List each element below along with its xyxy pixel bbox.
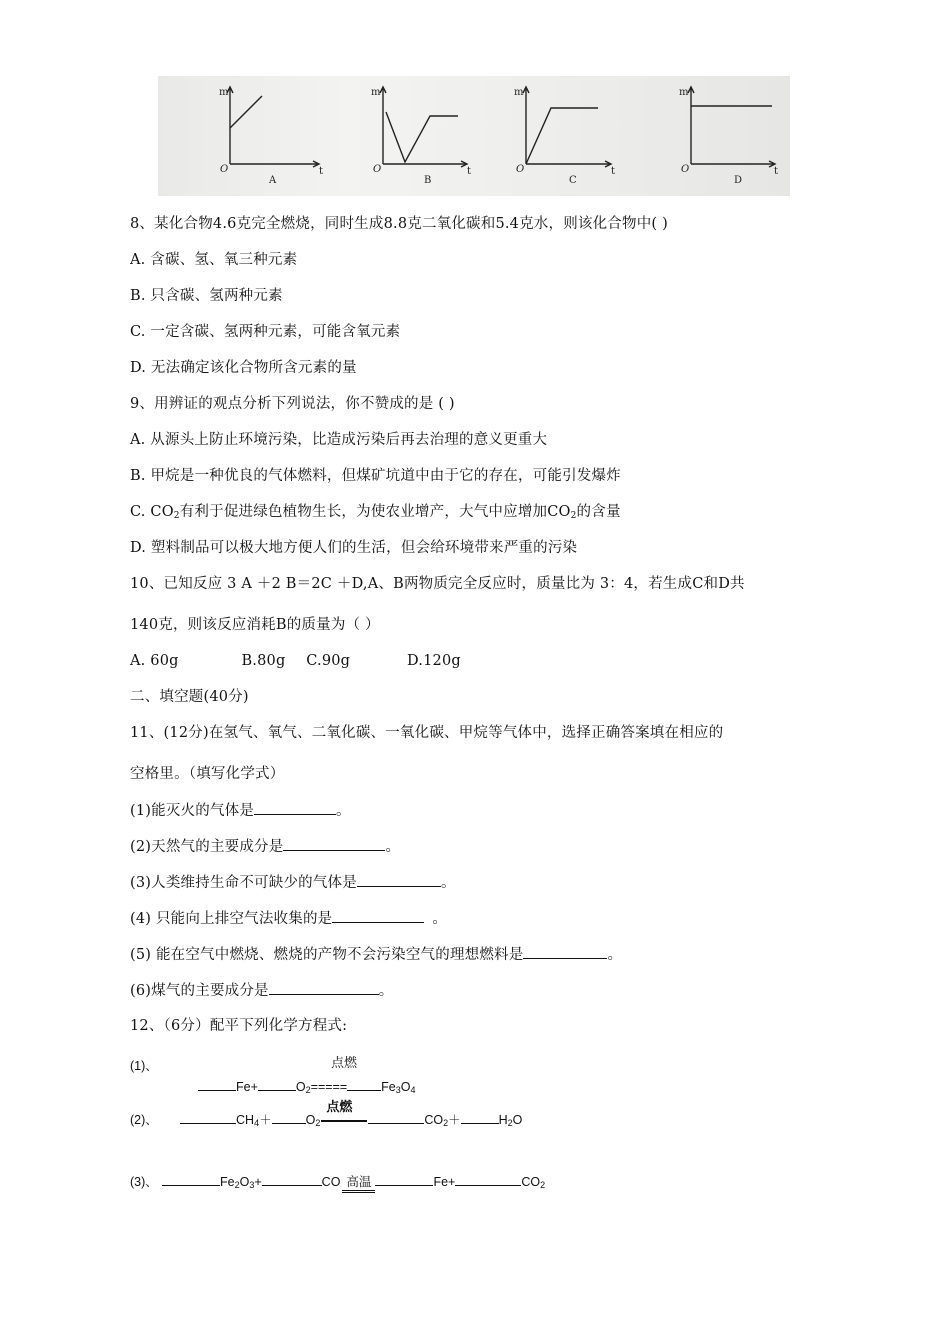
eq3-fe: Fe — [220, 1175, 235, 1189]
answer-blank[interactable] — [523, 944, 607, 959]
q9-stem: 9、用辨证的观点分析下列说法，你不赞成的是 ( ) — [130, 396, 455, 412]
answer-blank[interactable] — [332, 908, 424, 923]
q11-item-2-text: (2)天然气的主要成分是 — [130, 839, 284, 855]
graphs-svg — [158, 76, 790, 196]
graph-d-origin: O — [681, 164, 690, 175]
coef-blank[interactable] — [347, 1078, 381, 1091]
period: 。 — [385, 839, 401, 855]
eq3-co: CO — [321, 1175, 341, 1189]
coef-blank[interactable] — [375, 1173, 433, 1186]
period: 。 — [336, 803, 351, 819]
graph-d-x-label: t — [774, 166, 779, 177]
eq1-o: O — [295, 1080, 306, 1094]
coef-blank[interactable] — [180, 1111, 236, 1124]
eq3-fe-sub1: 2 — [234, 1180, 240, 1190]
eq2-label: (2)、 — [130, 1113, 158, 1127]
q11-line2: 空格里。（填写化学式） — [130, 766, 285, 782]
q9-option-d: D. 塑料制品可以极大地方便人们的生活，但会给环境带来严重的污染 — [130, 540, 578, 556]
q10-line2: 140克，则该反应消耗B的质量为（ ） — [130, 617, 380, 633]
coef-blank[interactable] — [455, 1173, 521, 1186]
q8-option-c: C. 一定含碳、氢两种元素，可能含氧元素 — [130, 324, 401, 340]
graph-a — [227, 87, 319, 167]
answer-blank[interactable] — [269, 980, 379, 995]
eq1-p-o: O — [400, 1080, 411, 1094]
q9-c-sub2: 2 — [570, 511, 577, 521]
q11-item-4 — [130, 908, 447, 929]
eq1-p-sub1: 3 — [395, 1085, 401, 1095]
q11-item-3-text: (3)人类维持生命不可缺少的气体是 — [130, 875, 357, 891]
eq2-h-sub: 2 — [507, 1118, 513, 1128]
q8-stem: 8、某化合物4.6克完全燃烧，同时生成8.8克二氧化碳和5.4克水，则该化合物中( ) — [130, 216, 668, 232]
q11-item-5-text: (5) 能在空气中燃烧、燃烧的产物不会污染空气的理想燃料是 — [130, 947, 524, 963]
eq2-plus2: ＋ — [448, 1113, 461, 1127]
equation-3 — [162, 1172, 545, 1193]
section-title: 二、填空题(40分) — [130, 689, 249, 705]
q10-line1: 10、已知反应 3 A ＋2 B＝2C ＋D,A、B两物质完全反应时，质量比为 3：4，若生成C和D共 — [130, 576, 745, 592]
eq1-p-sub2: 4 — [410, 1085, 416, 1095]
eq2-co-sub: 2 — [443, 1118, 449, 1128]
q11-item-2 — [130, 836, 400, 857]
q11-item-6-text: (6)煤气的主要成分是 — [130, 983, 269, 999]
graph-b-x-label: t — [467, 166, 472, 177]
eq1-arrow: ===== — [310, 1080, 348, 1094]
eq2-h-o: O — [512, 1113, 523, 1127]
graph-d-label: D — [734, 175, 743, 186]
eq1-fe: Fe+ — [236, 1080, 258, 1094]
eq3-plus: + — [254, 1175, 262, 1189]
graph-d — [688, 87, 775, 167]
q11-item-4-text: (4) 只能向上排空气法收集的是 — [130, 911, 333, 927]
eq3-fe2: Fe+ — [433, 1175, 456, 1189]
eq1-condition: 点燃 — [331, 1055, 358, 1070]
eq1-o-sub: 2 — [305, 1085, 311, 1095]
graph-c-label: C — [569, 175, 577, 186]
period: 。 — [432, 911, 448, 927]
eq1-product: Fe — [381, 1080, 396, 1094]
graph-b-origin: O — [373, 164, 382, 175]
eq2-o: O — [305, 1113, 316, 1127]
graph-a-origin: O — [220, 164, 229, 175]
q9-option-a: A. 从源头上防止环境污染，比造成污染后再去治理的意义更重大 — [130, 432, 548, 448]
coef-blank[interactable] — [258, 1078, 296, 1091]
graph-b — [380, 87, 467, 167]
coef-blank[interactable] — [368, 1111, 424, 1124]
period: 。 — [378, 983, 394, 999]
q9-option-b: B. 甲烷是一种优良的气体燃料，但煤矿坑道中由于它的存在，可能引发爆炸 — [130, 468, 621, 484]
graph-a-x-label: t — [319, 166, 324, 177]
equation-2 — [180, 1099, 523, 1128]
eq3-co2-sub: 2 — [540, 1180, 546, 1190]
graph-c — [523, 87, 611, 167]
eq2-co: CO — [424, 1113, 444, 1127]
eq2-ch-sub: 4 — [254, 1118, 260, 1128]
period: 。 — [440, 875, 456, 891]
eq2-ch: CH — [236, 1113, 255, 1127]
graph-a-y-label: m — [219, 87, 229, 98]
q12-stem: 12、（6分）配平下列化学方程式: — [130, 1018, 348, 1034]
q8-option-d: D. 无法确定该化合物所含元素的量 — [130, 360, 357, 376]
q10-options — [130, 651, 461, 671]
coef-blank[interactable] — [198, 1078, 236, 1091]
q10-option-c: C.90g — [306, 653, 351, 669]
graph-a-label: A — [269, 175, 277, 186]
q8-option-a: A. 含碳、氢、氧三种元素 — [130, 252, 298, 268]
eq3-label: (3)、 — [130, 1175, 158, 1189]
q11-item-1-text: (1)能灭火的气体是 — [130, 803, 255, 819]
eq2-h: H — [498, 1113, 508, 1127]
answer-blank[interactable] — [357, 872, 441, 887]
eq3-condition: 高温 — [342, 1172, 375, 1193]
graph-b-y-label: m — [371, 87, 381, 98]
q9-c-part3: 的含量 — [576, 504, 621, 520]
eq3-co2: CO — [521, 1175, 541, 1189]
q11-item-5 — [130, 944, 622, 965]
q9-c-part2: 有利于促进绿色植物生长，为使农业增产，大气中应增加CO — [179, 504, 571, 520]
graph-c-origin: O — [516, 164, 525, 175]
graph-figure — [158, 76, 790, 196]
eq3-fe-o: O — [239, 1175, 250, 1189]
q11-item-1 — [130, 800, 351, 821]
q9-c-part1: C. CO — [130, 504, 174, 520]
eq2-arrow — [321, 1099, 367, 1122]
eq2-condition: 点燃 — [326, 1099, 353, 1114]
graph-c-y-label: m — [514, 87, 524, 98]
eq3-fe-sub2: 3 — [249, 1180, 255, 1190]
graph-b-label: B — [424, 175, 432, 186]
coef-blank[interactable] — [272, 1111, 306, 1124]
answer-blank[interactable] — [283, 836, 385, 851]
coef-blank[interactable] — [162, 1173, 220, 1186]
q11-line1: 11、(12分)在氢气、氧气、二氧化碳、一氧化碳、甲烷等气体中，选择正确答案填在相应的 — [130, 725, 724, 741]
period: 。 — [607, 947, 623, 963]
q11-item-3 — [130, 872, 456, 893]
graph-c-x-label: t — [611, 166, 616, 177]
q9-c-sub1: 2 — [173, 511, 180, 521]
q10-option-a: A. 60g — [130, 653, 179, 669]
eq1-label: (1)、 — [130, 1059, 158, 1073]
equation-1 — [198, 1078, 416, 1095]
q10-option-b: B.80g — [241, 653, 286, 669]
eq2-o-sub: 2 — [315, 1118, 321, 1128]
graph-d-y-label: m — [679, 87, 689, 98]
coef-blank[interactable] — [461, 1111, 499, 1124]
q11-item-6 — [130, 980, 393, 1001]
answer-blank[interactable] — [254, 800, 336, 815]
eq2-plus: ＋ — [259, 1113, 272, 1127]
coef-blank[interactable] — [262, 1173, 322, 1186]
q8-option-b: B. 只含碳、氢两种元素 — [130, 288, 283, 304]
q10-option-d: D.120g — [406, 653, 461, 669]
q9-option-c — [130, 502, 621, 526]
